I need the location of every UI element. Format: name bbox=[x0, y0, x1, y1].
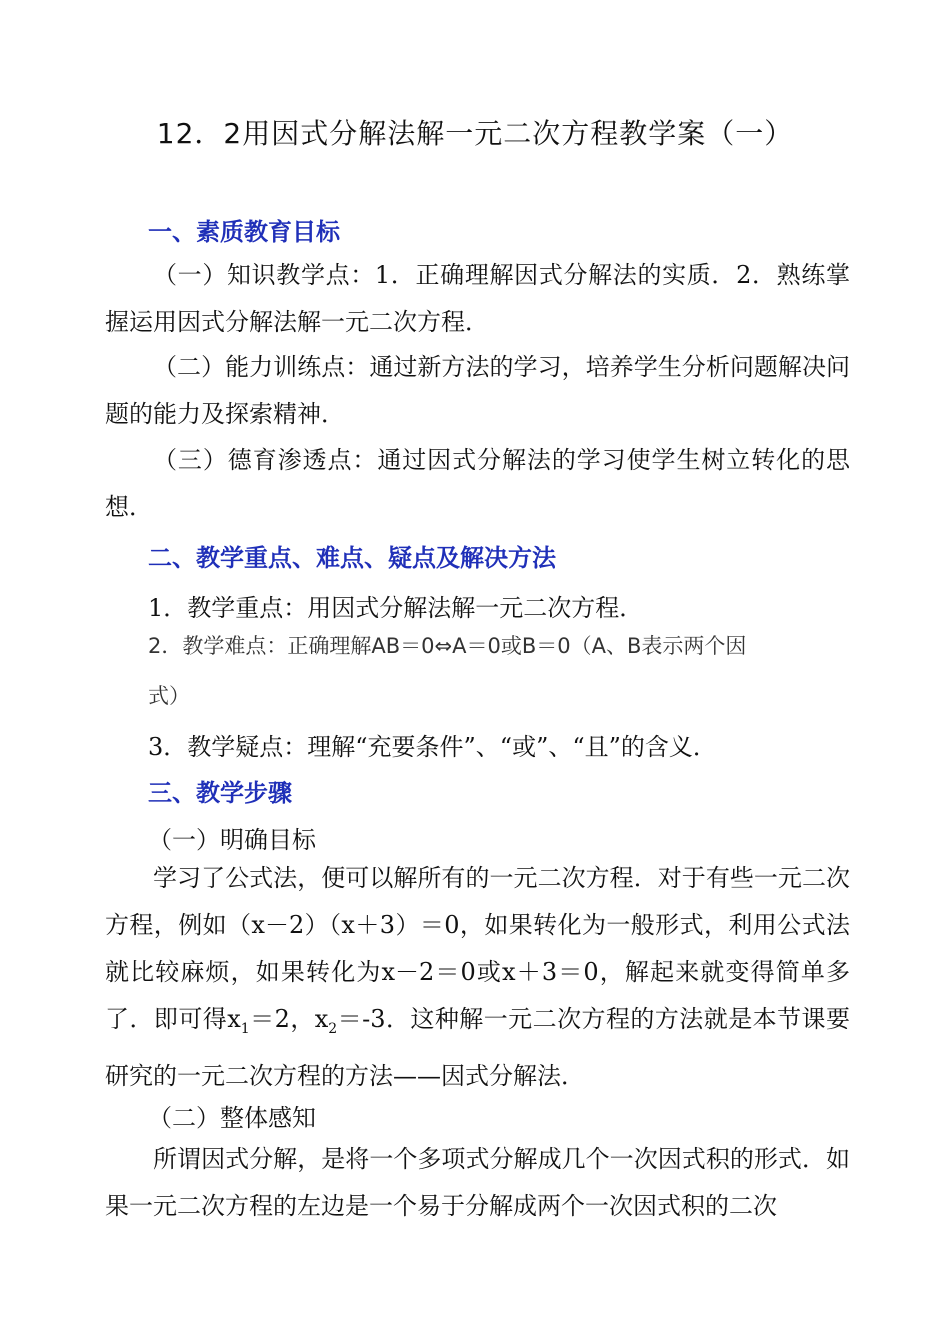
paragraph-ability: （二）能力训练点：通过新方法的学习，培养学生分析问题解决问题的能力及探索精神． bbox=[105, 353, 850, 428]
paragraph-knowledge: （一）知识教学点：1．正确理解因式分解法的实质．2．熟练掌握运用因式分解法解一元二次方程． bbox=[105, 261, 850, 336]
item-difficulty-cont: 式） bbox=[148, 684, 190, 708]
paragraph-moral: （三）德育渗透点：通过因式分解法的学习使学生树立转化的思想． bbox=[105, 446, 850, 521]
section-heading-1: 一、素质教育目标 bbox=[148, 218, 340, 246]
goal-text-a: 学习了公式法，便可以解所有的一元二次方程．对于有些一元二次方程，例如（x－2）（x＋3）＝0，如果转化为一般形式，利用公式法就比较麻烦，如果转化为x－2＝0或x＋3＝0，解起来就变得简单多了．即可得x bbox=[105, 864, 850, 1033]
paragraph-perception: 所谓因式分解，是将一个多项式分解成几个一次因式积的形式．如果一元二次方程的左边是一个易于分解成两个一次因式积的二次 bbox=[105, 1145, 850, 1220]
goal-text-b: ＝2，x bbox=[249, 1005, 329, 1033]
item-key-point: 1．教学重点：用因式分解法解一元二次方程． bbox=[148, 594, 644, 622]
goal-text-c: ＝-3．这种解一元二次方程的方法就是本节课要研究的一元二次方程的方法——因式分解法． bbox=[105, 1005, 850, 1090]
section-heading-3: 三、教学步骤 bbox=[148, 779, 292, 807]
sub-heading-perception: （二）整体感知 bbox=[148, 1104, 316, 1132]
subscript-2: 2 bbox=[328, 1020, 338, 1037]
page-title: 12．2用因式分解法解一元二次方程教学案（一） bbox=[156, 117, 794, 150]
subscript-1: 1 bbox=[240, 1020, 250, 1037]
item-doubt: 3．教学疑点：理解“充要条件”、“或”、“且”的含义． bbox=[148, 733, 717, 761]
sub-heading-goal: （一）明确目标 bbox=[148, 826, 316, 854]
section-heading-2: 二、教学重点、难点、疑点及解决方法 bbox=[148, 544, 556, 572]
paragraph-goal bbox=[105, 855, 850, 1100]
item-difficulty: 2．教学难点：正确理解AB＝0⇔A＝0或B＝0（A、B表示两个因 bbox=[148, 634, 747, 658]
